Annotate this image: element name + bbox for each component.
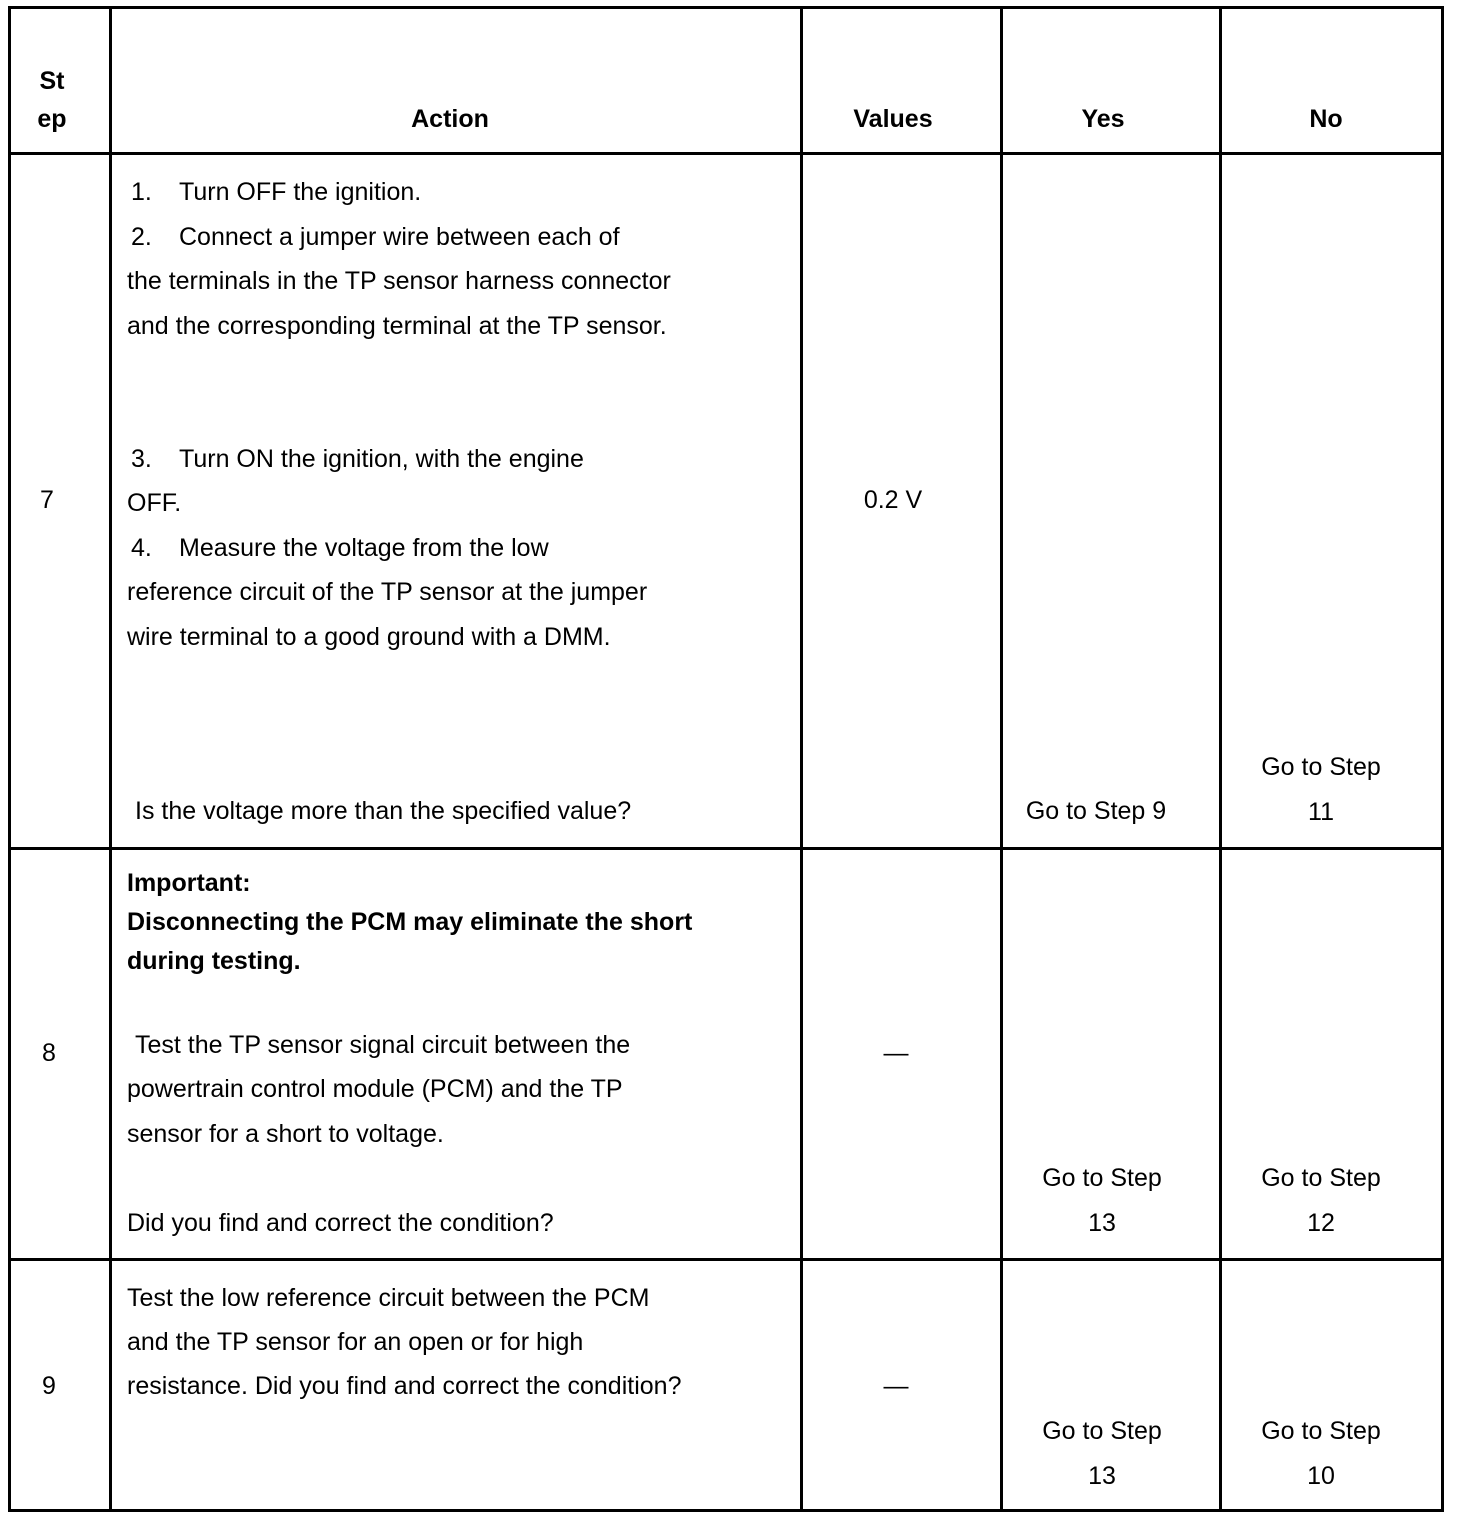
header-no: No <box>1309 105 1343 133</box>
row-7-action-line-7: 4. Measure the voltage from the low <box>131 534 549 562</box>
row-9-no-line-1: Go to Step <box>1261 1417 1381 1445</box>
row-9-action-line-3: resistance. Did you find and correct the condition? <box>127 1372 682 1400</box>
header-action: Action <box>411 105 489 133</box>
header-step <box>12 62 92 138</box>
row-8-important-line-1: Disconnecting the PCM may eliminate the short <box>127 908 693 936</box>
row-7-no-line-1: Go to Step <box>1261 753 1381 781</box>
row-8-no-line-2: 12 <box>1307 1208 1335 1237</box>
row-7-action-line-1: 1. Turn OFF the ignition. <box>131 178 422 206</box>
row-divider-7 <box>8 847 1444 850</box>
row-7-action-line-3: the terminals in the TP sensor harness connector <box>127 267 671 295</box>
row-9-action-line-2: and the TP sensor for an open or for high <box>127 1328 584 1356</box>
row-9-step: 9 <box>42 1372 56 1400</box>
header-step-line-1: St <box>39 67 65 95</box>
row-8-question: Did you find and correct the condition? <box>127 1209 554 1237</box>
row-8-value: — <box>883 1039 909 1067</box>
row-8-important-line-2: during testing. <box>127 947 301 975</box>
row-8-yes-line-2: 13 <box>1088 1208 1116 1237</box>
row-9-no-line-2: 10 <box>1307 1461 1335 1490</box>
row-divider-8 <box>8 1258 1444 1261</box>
row-8-no <box>1222 1156 1420 1245</box>
row-7-action-line-9: wire terminal to a good ground with a DMM. <box>127 623 611 651</box>
row-8-yes <box>1003 1156 1201 1245</box>
row-7-no <box>1222 745 1420 834</box>
row-9-no <box>1222 1409 1420 1498</box>
row-8-action-line-3: sensor for a short to voltage. <box>127 1120 444 1148</box>
row-7-question: Is the voltage more than the specified value? <box>135 797 632 825</box>
row-9-yes <box>1003 1409 1201 1498</box>
row-9-value: — <box>883 1372 909 1400</box>
row-9-yes-line-1: Go to Step <box>1042 1417 1162 1445</box>
header-yes: Yes <box>1081 105 1125 133</box>
row-7-action-line-8: reference circuit of the TP sensor at the jumper <box>127 578 648 606</box>
row-7-action-line-5: 3. Turn ON the ignition, with the engine <box>131 445 584 473</box>
row-7-action-line-6: OFF. <box>127 489 182 517</box>
row-divider-header <box>8 152 1444 155</box>
row-9-yes-line-2: 13 <box>1088 1461 1116 1490</box>
column-divider-values <box>1000 6 1003 1512</box>
row-7-action-line-4: and the corresponding terminal at the TP sensor. <box>127 312 667 340</box>
header-values: Values <box>853 105 933 133</box>
row-8-yes-line-1: Go to Step <box>1042 1164 1162 1192</box>
row-8-action-line-2: powertrain control module (PCM) and the TP <box>127 1075 623 1103</box>
row-7-action-line-2: 2. Connect a jumper wire between each of <box>131 223 620 251</box>
column-divider-step <box>109 6 112 1512</box>
row-7-value: 0.2 V <box>863 486 923 514</box>
row-8-important-label: Important: <box>127 869 251 897</box>
header-step-line-2: ep <box>37 105 67 133</box>
row-7-yes: Go to Step 9 <box>1025 797 1167 825</box>
row-7-no-line-2: 11 <box>1308 797 1334 826</box>
row-8-no-line-1: Go to Step <box>1261 1164 1381 1192</box>
row-8-step: 8 <box>42 1039 56 1067</box>
row-7-step: 7 <box>40 486 54 514</box>
row-8-action-line-1: Test the TP sensor signal circuit between the <box>135 1031 631 1059</box>
row-9-action-line-1: Test the low reference circuit between the PCM <box>127 1284 650 1312</box>
column-divider-action <box>800 6 803 1512</box>
